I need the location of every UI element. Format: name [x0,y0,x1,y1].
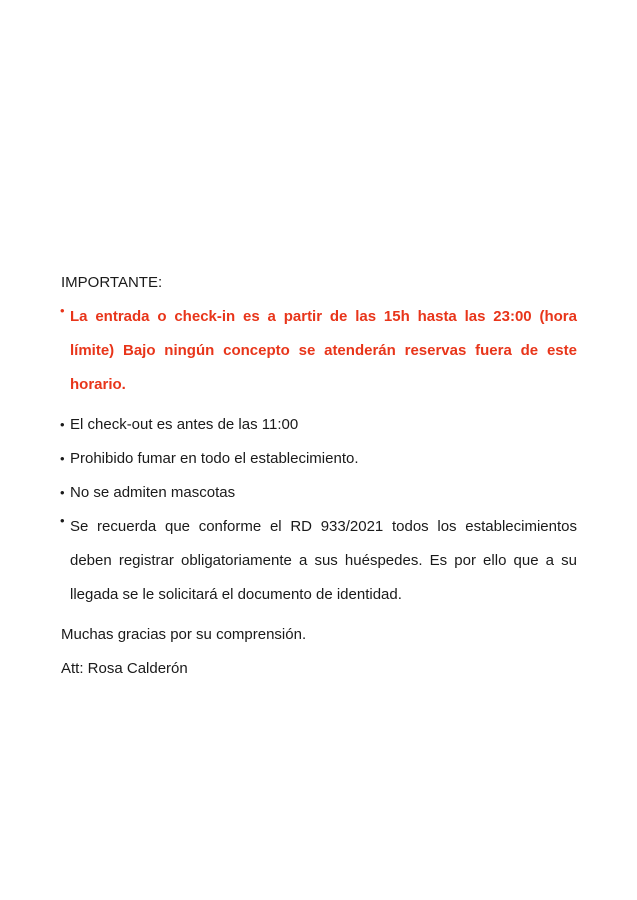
checkout-notice: El check-out es antes de las 11:00 [70,416,299,433]
list-item-checkout [61,414,577,436]
bullet-icon: • [60,513,65,528]
notice-heading: IMPORTANTE: [61,274,163,291]
signature-line: Att: Rosa Calderón [61,660,188,677]
bullet-icon: • [60,451,65,466]
list-item-no-smoking [61,448,577,470]
list-item-no-pets [61,482,577,504]
bullet-icon: • [60,417,65,432]
list-item-registration [61,510,577,612]
bullet-icon: • [60,303,65,318]
thanks-line: Muchas gracias por su comprensión. [61,626,307,643]
registration-notice: Se recuerda que conforme el RD 933/2021 todos los establecimientos deben registrar obligatoriamente a sus huéspedes. Es por ello que a su llegada se le solicitará el documento de identidad. [70,518,577,603]
notice-body [61,272,577,692]
bullet-icon: • [60,485,65,500]
no-pets-notice: No se admiten mascotas [70,484,236,501]
no-smoking-notice: Prohibido fumar en todo el establecimiento. [70,450,359,467]
list-item-checkin [61,300,577,402]
notice-list [61,300,577,612]
checkin-notice: La entrada o check-in es a partir de las 15h hasta las 23:00 (hora límite) Bajo ningún concepto se atenderán reservas fuera de este horario. [70,308,577,393]
